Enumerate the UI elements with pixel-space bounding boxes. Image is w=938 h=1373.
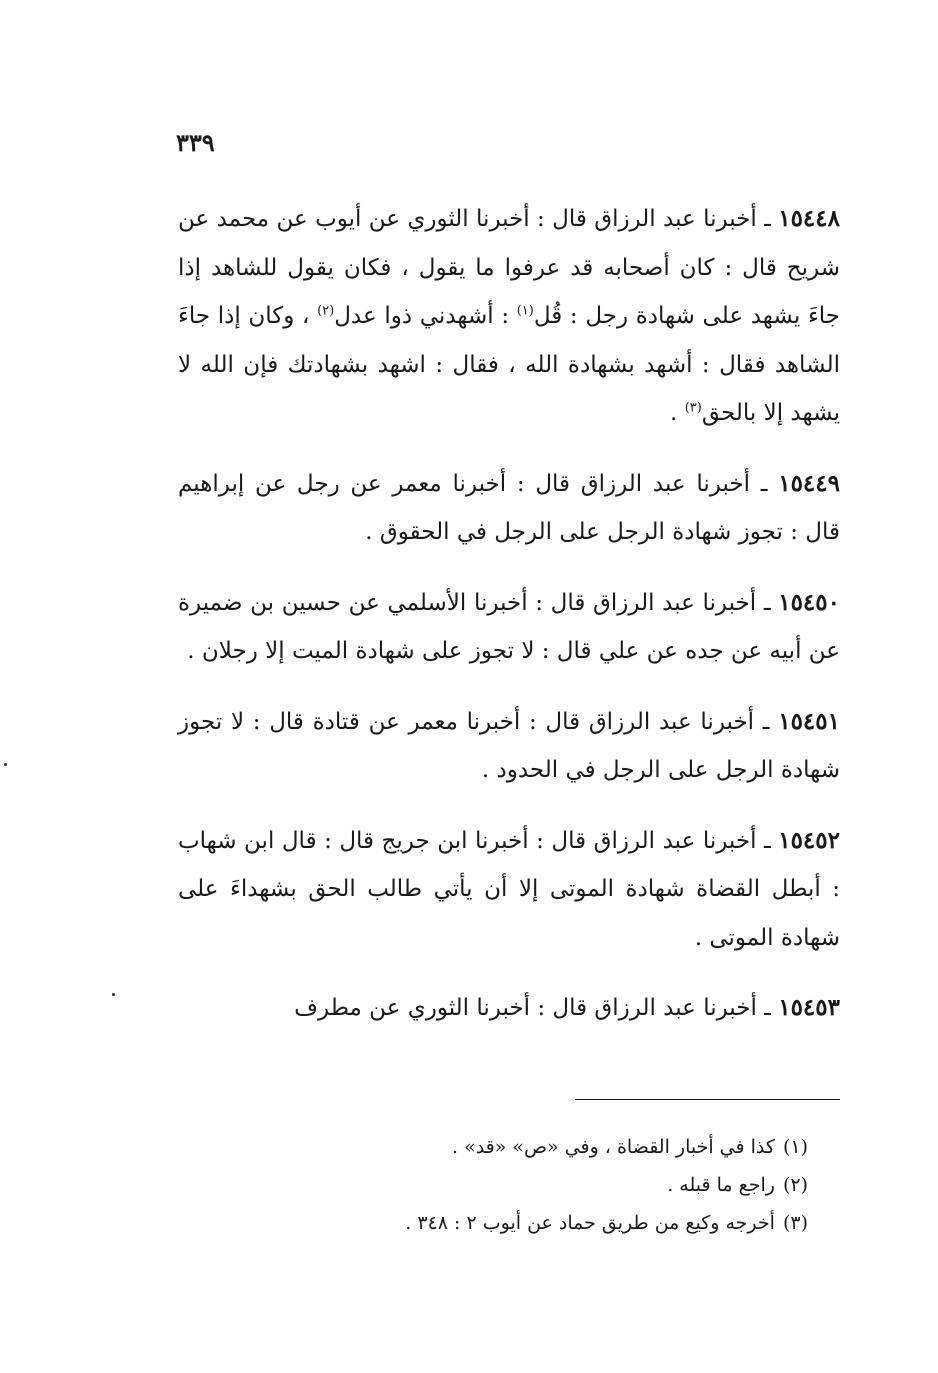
footnote-marker[interactable]: (١) [516, 303, 534, 319]
entry-text: ـ أخبرنا عبد الرزاق قال : أخبرنا الأسلمي عن حسين بن ضميرة عن أبيه عن جده عن علي قال : لا تجوز على شهادة الميت إلا رجلان . [178, 589, 840, 664]
footnote-1 [300, 1128, 808, 1166]
hadith-entry-15449 [178, 460, 840, 557]
hadith-entry-15450 [178, 579, 840, 676]
scan-speck [112, 993, 115, 996]
entry-number: ١٥٤٥٢ [778, 826, 840, 854]
entry-number: ١٥٤٤٨ [778, 205, 840, 232]
footnote-2 [300, 1166, 808, 1204]
hadith-entry-15453 [178, 984, 840, 1033]
entry-text: ـ أخبرنا عبد الرزاق قال : أخبرنا الثوري عن أيوب عن محمد عن شريح قال : كان أصحابه قد عرفوا ما يقول ، فكان يقول للشاهد إذا جاءَ يشهد على شهادة رجل : قُل [178, 206, 840, 329]
footnote-3 [300, 1204, 808, 1242]
entry-text: ، وكان إذا جاءَ الشاهد فقال : أشهد بشهادة الله ، فقال : اشهد بشهادتك فإن الله لا يشهد إلا بالحق [178, 303, 840, 426]
footnote-text: راجع ما قبله . [667, 1174, 775, 1196]
entry-text: ـ أخبرنا عبد الرزاق قال : أخبرنا الثوري عن مطرف [294, 995, 779, 1021]
footnote-marker[interactable]: (٢) [317, 303, 335, 319]
scan-speck [4, 763, 7, 766]
footnotes [300, 1128, 808, 1242]
hadith-entries [178, 195, 840, 1055]
entry-text: : أشهدني ذوا عدل [334, 303, 517, 329]
entry-number: ١٥٤٥٣ [778, 994, 840, 1021]
hadith-entry-15448 [178, 195, 840, 438]
footnote-number: (١) [782, 1136, 808, 1158]
hadith-entry-15452 [178, 817, 840, 963]
entry-number: ١٥٤٥٠ [778, 588, 840, 616]
footnote-number: (٣) [782, 1212, 808, 1234]
hadith-entry-15451 [178, 698, 840, 795]
footnote-divider [575, 1099, 840, 1100]
entry-text: ـ أخبرنا عبد الرزاق قال : أخبرنا معمر عن رجل عن إبراهيم قال : تجوز شهادة الرجل على الرجل في الحقوق . [178, 470, 840, 545]
entry-text: ـ أخبرنا عبد الرزاق قال : أخبرنا ابن جريج قال : قال ابن شهاب : أبطل القضاة شهادة الموتى إلا أن يأتي طالب الحق بشهداءَ على شهادة الموتى . [178, 827, 840, 951]
footnote-number: (٢) [782, 1174, 808, 1196]
entry-text: ـ أخبرنا عبد الرزاق قال : أخبرنا معمر عن قتادة قال : لا تجوز شهادة الرجل على الرجل في الحدود . [178, 708, 840, 783]
entry-number: ١٥٤٥١ [778, 707, 840, 735]
footnote-marker[interactable]: (٣) [684, 400, 702, 416]
page-number: ٣٣٩ [176, 128, 215, 157]
entry-number: ١٥٤٤٩ [778, 469, 840, 497]
entry-text: . [670, 400, 685, 426]
footnote-text: كذا في أخبار القضاة ، وفي «ص» «قد» . [451, 1136, 775, 1158]
footnote-text: أخرجه وكيع من طريق حماد عن أيوب ٢ : ٣٤٨ . [405, 1212, 775, 1234]
